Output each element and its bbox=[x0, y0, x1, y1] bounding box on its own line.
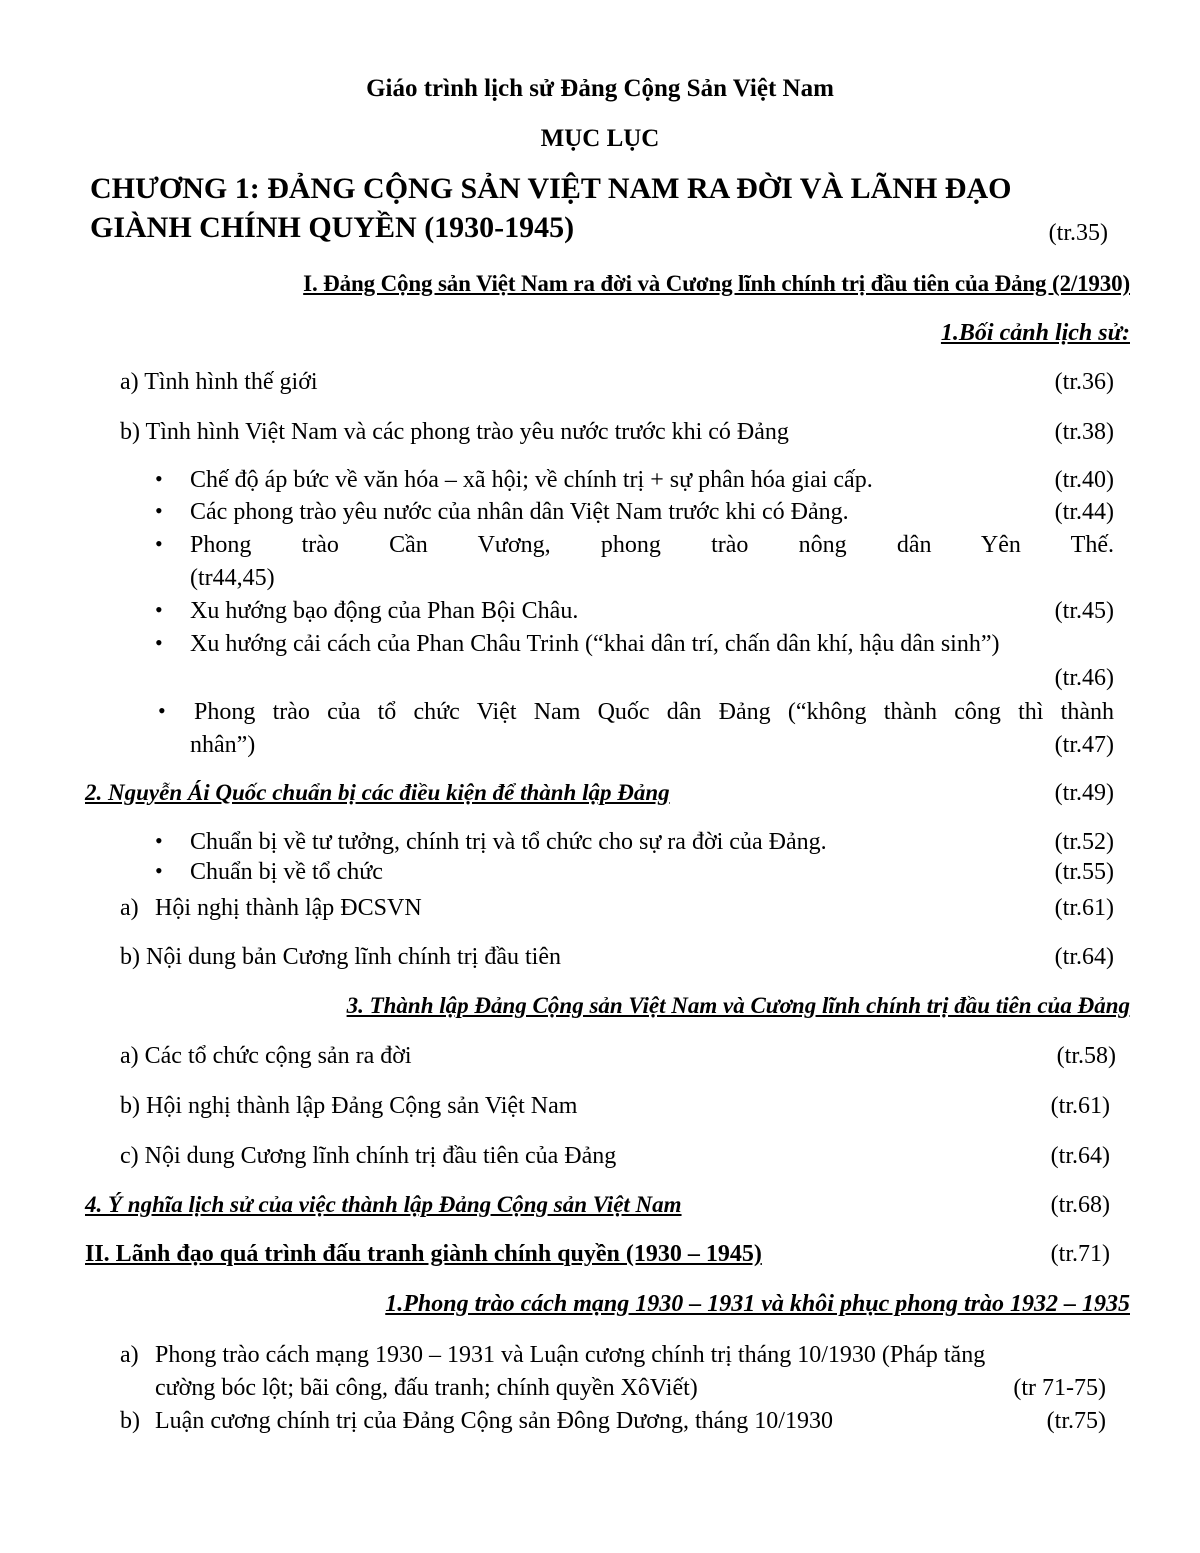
section-ii-subsection-1-title: 1.Phong trào cách mạng 1930 – 1931 và khôi phục phong trào 1932 – 1935 bbox=[385, 1291, 1130, 1317]
subsection-4-title: 4. Ý nghĩa lịch sử của việc thành lập Đảng Cộng sản Việt Nam bbox=[85, 1192, 682, 1217]
bullet-item-text: Phong trào Cần Vương, phong trào nông dân Yên Thế. bbox=[190, 532, 1114, 558]
toc-entry-text: Hội nghị thành lập ĐCSVN bbox=[155, 895, 422, 921]
bullet-icon: • bbox=[155, 597, 163, 622]
toc-entry-page: (tr.64) bbox=[1050, 1143, 1110, 1169]
subsection-2-page: (tr.49) bbox=[1054, 780, 1114, 806]
bullet-item-continuation: nhân”) bbox=[190, 732, 256, 758]
bullet-item-page: (tr.52) bbox=[1054, 829, 1114, 855]
toc-entry-text: b) Nội dung bản Cương lĩnh chính trị đầu tiên bbox=[120, 944, 561, 970]
subsection-3-title: 3. Thành lập Đảng Cộng sản Việt Nam và Cương lĩnh chính trị đầu tiên của Đảng bbox=[346, 993, 1130, 1018]
bullet-item-text: Các phong trào yêu nước của nhân dân Việt Nam trước khi có Đảng. bbox=[190, 499, 849, 525]
bullet-item-page: (tr.47) bbox=[1054, 732, 1114, 758]
toc-entry-text: b) Tình hình Việt Nam và các phong trào yêu nước trước khi có Đảng bbox=[120, 419, 789, 445]
section-ii-title: II. Lãnh đạo quá trình đấu tranh giành chính quyền (1930 – 1945) bbox=[85, 1241, 762, 1267]
toc-entry-page: (tr.38) bbox=[1054, 419, 1114, 445]
section-ii-page: (tr.71) bbox=[1050, 1241, 1110, 1267]
bullet-item-text: Xu hướng bạo động của Phan Bội Châu. bbox=[190, 598, 579, 624]
bullet-item-page: (tr.46) bbox=[1054, 665, 1114, 691]
toc-entry-label: a) bbox=[120, 895, 139, 921]
toc-entry-label: a) bbox=[120, 1342, 139, 1368]
bullet-item-text: Phong trào của tổ chức Việt Nam Quốc dân Đảng (“không thành công thì thành bbox=[194, 699, 1114, 725]
document-title: Giáo trình lịch sử Đảng Cộng Sản Việt Nam bbox=[366, 75, 834, 102]
toc-entry-continuation: cường bóc lột; bãi công, đấu tranh; chính quyền XôViết) bbox=[155, 1375, 698, 1401]
bullet-item-page: (tr.55) bbox=[1054, 859, 1114, 885]
section-i-title: I. Đảng Cộng sản Việt Nam ra đời và Cương lĩnh chính trị đầu tiên của Đảng (2/1930) bbox=[303, 271, 1130, 296]
toc-entry-page: (tr 71-75) bbox=[1013, 1375, 1106, 1401]
toc-entry-text: a) Tình hình thế giới bbox=[120, 369, 318, 395]
toc-entry-page: (tr.58) bbox=[1056, 1043, 1116, 1069]
bullet-icon: • bbox=[155, 858, 163, 883]
toc-heading: MỤC LỤC bbox=[540, 125, 660, 152]
bullet-item-page: (tr.45) bbox=[1054, 598, 1114, 624]
toc-entry-text: a) Các tổ chức cộng sản ra đời bbox=[120, 1043, 412, 1069]
toc-entry-text: b) Hội nghị thành lập Đảng Cộng sản Việt Nam bbox=[120, 1093, 578, 1119]
bullet-item-continuation: (tr44,45) bbox=[190, 565, 275, 591]
toc-entry-text: Luận cương chính trị của Đảng Cộng sản Đông Dương, tháng 10/1930 bbox=[155, 1408, 833, 1434]
bullet-item-page: (tr.44) bbox=[1054, 499, 1114, 525]
subsection-4-page: (tr.68) bbox=[1050, 1192, 1110, 1218]
bullet-item-text: Xu hướng cải cách của Phan Châu Trinh (“khai dân trí, chấn dân khí, hậu dân sinh”) bbox=[190, 631, 1000, 657]
toc-entry-page: (tr.75) bbox=[1046, 1408, 1106, 1434]
toc-entry-page: (tr.36) bbox=[1054, 369, 1114, 395]
subsection-2-title: 2. Nguyễn Ái Quốc chuẩn bị các điều kiện để thành lập Đảng bbox=[85, 780, 670, 805]
toc-entry-label: b) bbox=[120, 1408, 140, 1434]
chapter-page-ref: (tr.35) bbox=[1048, 220, 1108, 246]
chapter-title-line-1: CHƯƠNG 1: ĐẢNG CỘNG SẢN VIỆT NAM RA ĐỜI VÀ LÃNH ĐẠO bbox=[90, 172, 1012, 205]
bullet-icon: • bbox=[155, 630, 163, 655]
toc-entry-page: (tr.64) bbox=[1054, 944, 1114, 970]
toc-entry-text: c) Nội dung Cương lĩnh chính trị đầu tiên của Đảng bbox=[120, 1143, 617, 1169]
bullet-icon: • bbox=[155, 498, 163, 523]
bullet-icon: • bbox=[155, 828, 163, 853]
bullet-icon: • bbox=[158, 698, 166, 723]
toc-entry-page: (tr.61) bbox=[1050, 1093, 1110, 1119]
bullet-item-text: Chuẩn bị về tổ chức bbox=[190, 859, 383, 885]
subsection-1-title: 1.Bối cảnh lịch sử: bbox=[940, 320, 1130, 346]
toc-entry-text: Phong trào cách mạng 1930 – 1931 và Luận cương chính trị tháng 10/1930 (Pháp tăng bbox=[155, 1342, 986, 1368]
bullet-icon: • bbox=[155, 466, 163, 491]
bullet-item-text: Chế độ áp bức về văn hóa – xã hội; về chính trị + sự phân hóa giai cấp. bbox=[190, 467, 873, 493]
bullet-item-page: (tr.40) bbox=[1054, 467, 1114, 493]
chapter-title-line-2: GIÀNH CHÍNH QUYỀN (1930-1945) bbox=[90, 211, 575, 244]
bullet-item-text: Chuẩn bị về tư tưởng, chính trị và tổ chức cho sự ra đời của Đảng. bbox=[190, 829, 827, 855]
bullet-icon: • bbox=[155, 531, 163, 556]
toc-entry-page: (tr.61) bbox=[1054, 895, 1114, 921]
